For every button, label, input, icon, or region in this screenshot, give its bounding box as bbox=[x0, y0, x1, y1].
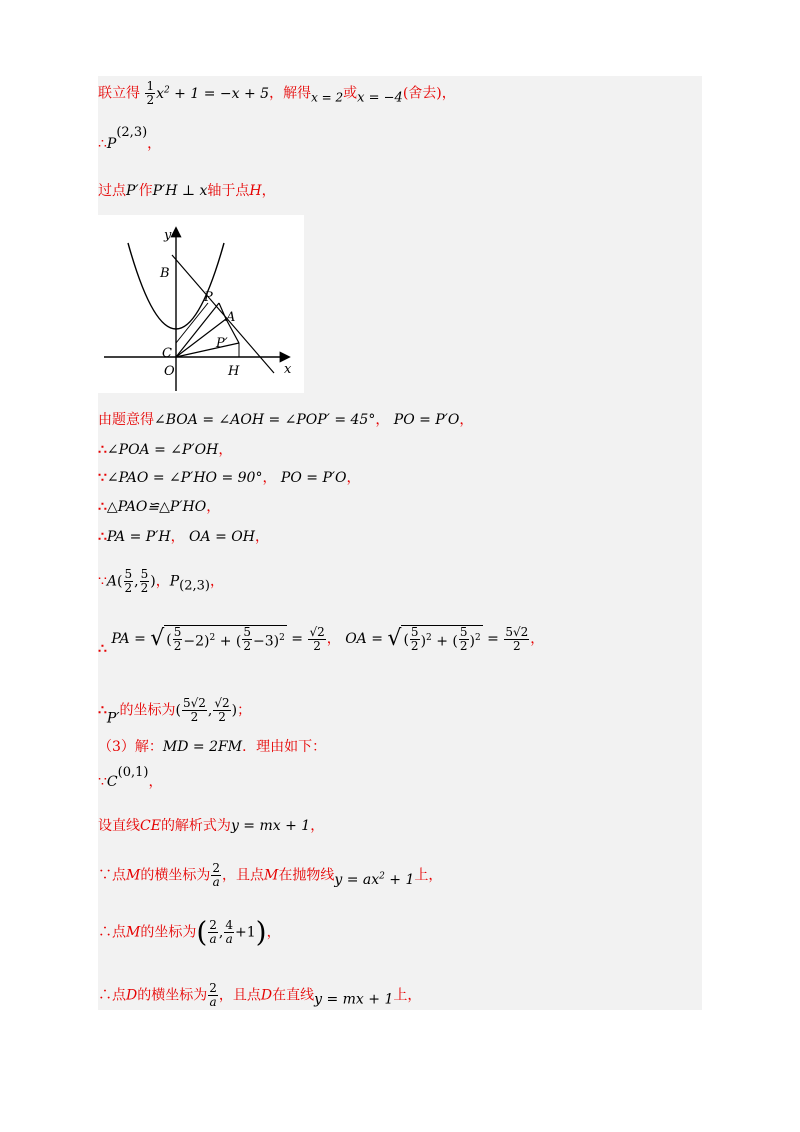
label-y: y bbox=[164, 228, 172, 243]
coord-0-1: (0,1) bbox=[117, 765, 149, 780]
length-oa: OA = bbox=[345, 631, 388, 647]
label-p-prime: P′ bbox=[216, 336, 228, 351]
label-x: x bbox=[284, 362, 292, 377]
label-b: B bbox=[160, 266, 170, 281]
coord-2-3-b: (2,3) bbox=[179, 578, 210, 594]
angle-equality-45: ∠BOA = ∠AOH = ∠POP′ = 45° bbox=[154, 412, 376, 428]
line-p-coordinates: ∴P(2,3)， bbox=[98, 125, 162, 152]
length-pa: PA = bbox=[111, 631, 151, 647]
point-p-prime: P′ bbox=[126, 183, 139, 199]
fraction-one-half: $\frac{1}{2}$ bbox=[146, 79, 155, 108]
label-h: H bbox=[228, 364, 240, 379]
line-m-x: ∵点M的横坐标为 $\frac{2}{a}$ ，且点M在抛物线$y = ax^2 + 1$上， bbox=[98, 861, 443, 889]
figure-svg bbox=[98, 215, 304, 393]
point-p: P bbox=[106, 136, 117, 152]
line-perpendicular: 过点P′作P′H ⊥ x轴于点H， bbox=[98, 183, 276, 199]
fraction-2-over-a: $\frac{2}{a}$ bbox=[212, 861, 220, 889]
label-p: P bbox=[204, 290, 213, 305]
line-equal-sides: ∴PA = P′H， OA = OH， bbox=[98, 529, 269, 545]
line-simultaneous: 联立得 $\frac{1}{2}$ $x^2 + 1 = -x + 5$，解得x = 2或x = −4(舍去)， bbox=[98, 79, 456, 108]
line-part3: （3）解：MD = 2FM．理由如下： bbox=[98, 739, 327, 755]
eq-line-ce: y = mx + 1 bbox=[230, 818, 311, 834]
solution-x2: x = 2 bbox=[311, 90, 344, 105]
sqrt-oa: √ ( $\frac{5}{2}$ )$^2$ + ( $\frac{5}{2}$ )$^2$ bbox=[387, 625, 481, 653]
eq-po-p-prime-o: PO = P′O bbox=[389, 412, 460, 428]
congruent-triangles: △PAO≌△P′HO bbox=[106, 499, 207, 515]
eq-pa-p-prime-h: PA = P′H bbox=[106, 529, 171, 545]
solution-x-neg4: x = −4 bbox=[357, 90, 403, 106]
fraction-2-over-a-2: $\frac{2}{a}$ bbox=[209, 981, 217, 1009]
line-ba bbox=[172, 255, 274, 373]
eq-angle-90: ∠PAO = ∠P′HO = 90° bbox=[106, 470, 263, 486]
eq-po-p-prime-o-2: PO = P′O bbox=[276, 470, 347, 486]
label-a: A bbox=[226, 310, 236, 325]
eq-md-2fm: MD = 2FM bbox=[162, 739, 243, 755]
line-p-prime-coord: ∴P′的坐标为( $\frac{5√2}{2}$ , $\frac{√2}{2}$ )； bbox=[98, 696, 252, 727]
perp-p-prime-h: P′H ⊥ x bbox=[152, 183, 208, 199]
line-m-coord: ∴点M的坐标为( $\frac{2}{a}$ , $\frac{4}{a}$ +1)， bbox=[98, 915, 281, 949]
line-right-angles: ∵∠PAO = ∠P′HO = 90°， PO = P′O， bbox=[98, 470, 361, 486]
line-congruent: ∴△PAO≌△P′HO， bbox=[98, 499, 221, 515]
eq-parabola: $y = ax^2 + 1$ bbox=[334, 870, 415, 888]
coord-2-3: (2,3) bbox=[116, 125, 148, 140]
label-o: O bbox=[164, 364, 175, 379]
point-c: C bbox=[106, 774, 118, 790]
label-c: C bbox=[162, 346, 172, 361]
line-ce: 设直线CE的解析式为y = mx + 1， bbox=[98, 818, 325, 834]
line-c-coord: ∵C(0,1)， bbox=[98, 765, 163, 790]
line-given-points: ∵A( $\frac{5}{2}$ , $\frac{5}{2}$ )，P(2,3)， bbox=[98, 567, 224, 595]
point-a: A bbox=[106, 573, 118, 590]
line-lengths: ∴ PA = √ ( $\frac{5}{2}$ −2)$^2$ + ( $\frac{5}{2}$ −3)$^2$ = $\frac{√2}{2}$ ， OA = √ ( $\frac{5}{2}$ )$^2$ + ( $\frac{5}{2}$ )$^2$ = $\frac{5√2}{2}$ ， bbox=[98, 624, 545, 657]
line-given-angles: 由题意得∠BOA = ∠AOH = ∠POP′ = 45°， PO = P′O， bbox=[98, 412, 474, 428]
eq-line-d: y = mx + 1 bbox=[314, 991, 394, 1008]
point-p-2: P bbox=[169, 573, 180, 590]
eq-oa-oh: OA = OH bbox=[184, 529, 255, 545]
line-angle-poa: ∴∠POA = ∠P′OH， bbox=[98, 442, 233, 458]
equation-parabola-line: $x^2 + 1 = -x + 5$ bbox=[156, 85, 270, 102]
sqrt-pa: √ ( $\frac{5}{2}$ −2)$^2$ + ( $\frac{5}{2}$ −3)$^2$ bbox=[150, 625, 285, 653]
eq-angle-poa-p-prime-oh: ∠POA = ∠P′OH bbox=[106, 442, 219, 458]
point-p-prime-2: P′ bbox=[106, 710, 120, 727]
line-d-x: ∴点D的横坐标为 $\frac{2}{a}$ ，且点D在直线y = mx + 1上， bbox=[98, 981, 422, 1009]
geometry-figure bbox=[98, 215, 304, 393]
